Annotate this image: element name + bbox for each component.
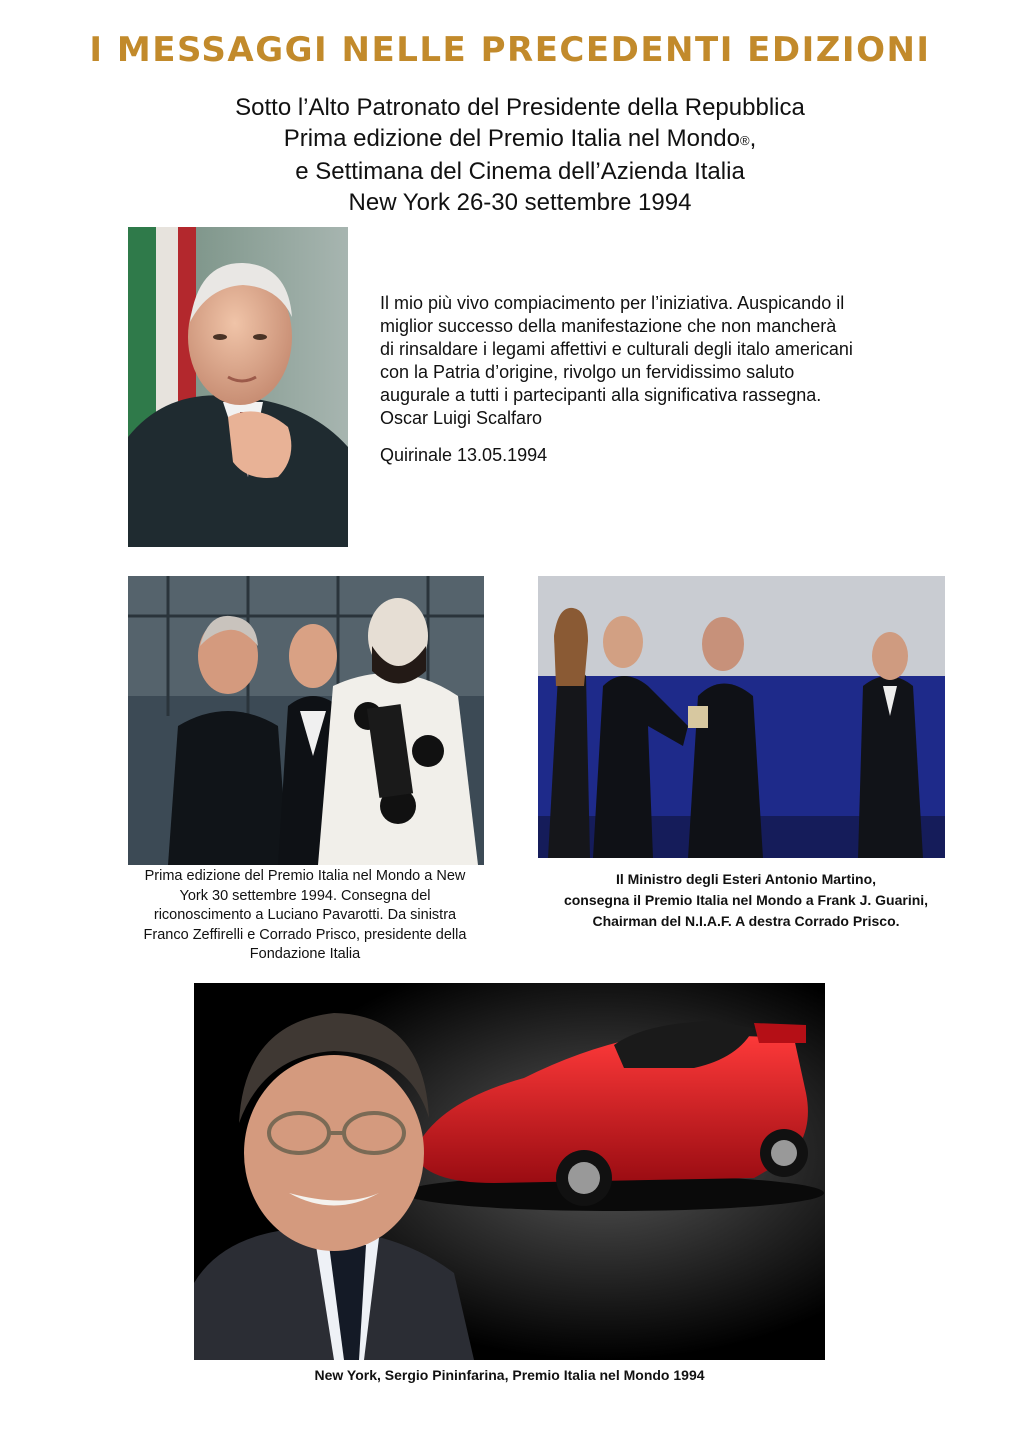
portrait-photo-image: [128, 227, 348, 547]
pininfarina-ferrari-photo: [194, 983, 825, 1360]
subtitle-line-4: New York 26-30 settembre 1994: [348, 189, 692, 216]
subtitle-line-2-comma: ,: [749, 125, 757, 152]
message-line: Il mio più vivo compiacimento per l’iniziativa. Auspicando il: [380, 293, 845, 313]
subtitle-line-2-text: Prima edizione del Premio Italia nel Mondo: [283, 125, 740, 152]
registered-mark: ®: [739, 133, 750, 148]
message-line: miglior successo della manifestazione che non mancherà: [380, 316, 837, 336]
message-line: di rinsaldare i legami affettivi e culturali degli italo americani: [380, 339, 853, 359]
subtitle-line-2: [100, 123, 940, 156]
caption-line: Prima edizione del Premio Italia nel Mondo a New: [144, 868, 466, 884]
caption-line: riconoscimento a Luciano Pavarotti. Da sinistra: [153, 907, 457, 923]
caption-pavarotti: [108, 867, 502, 965]
caption-line: Chairman del N.I.A.F. A destra Corrado Prisco.: [592, 913, 900, 929]
subtitle-line-1: Sotto l’Alto Patronato del Presidente della Repubblica: [235, 94, 805, 121]
caption-line: consegna il Premio Italia nel Mondo a Frank J. Guarini,: [563, 892, 929, 908]
caption-line: Il Ministro degli Esteri Antonio Martino,: [615, 871, 877, 887]
pininfarina-ferrari-photo-image: [194, 983, 825, 1360]
caption-martino: [512, 869, 980, 932]
page-subtitle: [100, 92, 940, 218]
message-signature: Oscar Luigi Scalfaro: [380, 408, 543, 428]
award-pavarotti-photo-image: [128, 576, 484, 865]
message-line: con la Patria d’origine, rivolgo un fervidissimo saluto: [380, 362, 795, 382]
caption-pininfarina: New York, Sergio Pininfarina, Premio Italia nel Mondo 1994: [314, 1367, 705, 1383]
award-martino-photo: [538, 576, 945, 858]
caption-line: Franco Zeffirelli e Corrado Prisco, presidente della: [143, 926, 467, 943]
subtitle-line-3: e Settimana del Cinema dell’Azienda Italia: [295, 158, 745, 185]
president-message: [380, 292, 940, 467]
page-title: I MESSAGGI NELLE PRECEDENTI EDIZIONI: [89, 30, 931, 70]
award-martino-photo-image: [538, 576, 945, 858]
message-line: augurale a tutti i partecipanti alla significativa rassegna.: [380, 385, 822, 405]
message-date: Quirinale 13.05.1994: [380, 445, 548, 465]
portrait-photo: [128, 227, 348, 547]
caption-line: York 30 settembre 1994. Consegna del: [179, 887, 431, 904]
award-pavarotti-photo: [128, 576, 484, 865]
caption-line: Fondazione Italia: [249, 946, 361, 962]
